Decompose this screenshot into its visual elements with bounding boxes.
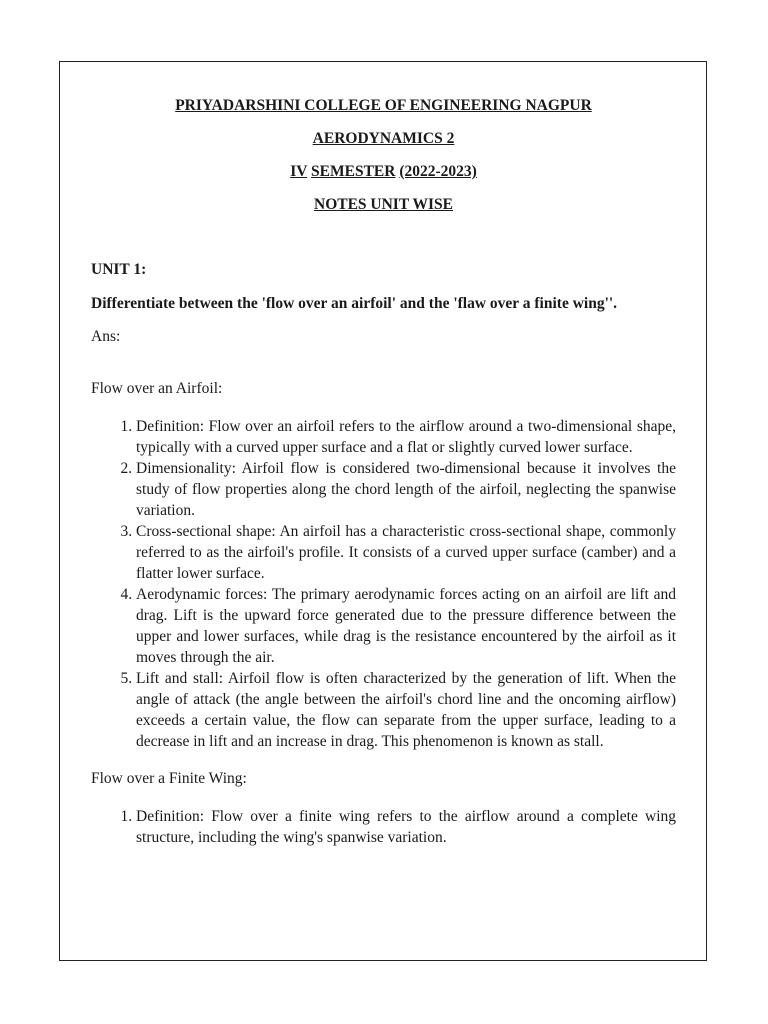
document-content [91,90,676,848]
airfoil-list [91,416,676,752]
list-item: 1. Definition: Flow over a finite wing refers to the airflow around a complete wing structure, including the wing's spanwise variation. [136,806,676,848]
list-item: 3. Cross-sectional shape: An airfoil has a characteristic cross-sectional shape, commonly referred to as the airfoil's profile. It consists of a curved upper surface (camber) and a flatter lower surface. [136,521,676,584]
question-text: Differentiate between the 'flow over an airfoil' and the 'flaw over a finite wing''. [91,295,618,312]
wing-list [91,806,676,848]
wing-section-heading: Flow over a Finite Wing: [91,770,247,787]
semester-year: (2022-2023) [399,163,477,180]
list-item: 2. Dimensionality: Airfoil flow is considered two-dimensional because it involves the study of flow properties along the chord length of the airfoil, neglecting the spanwise variation. [136,458,676,521]
notes-title: NOTES UNIT WISE [314,196,453,213]
college-name: PRIYADARSHINI COLLEGE OF ENGINEERING NAGPUR [175,97,592,114]
answer-label: Ans: [91,328,121,345]
list-item: 1. Definition: Flow over an airfoil refers to the airflow around a two-dimensional shape, typically with a curved upper surface and a flat or slightly curved lower surface. [136,416,676,458]
unit-heading: UNIT 1: [91,261,147,278]
semester-number: IV [290,163,308,180]
airfoil-section-heading: Flow over an Airfoil: [91,380,223,397]
list-item: 5. Lift and stall: Airfoil flow is often characterized by the generation of lift. When the angle of attack (the angle between the airfoil's chord line and the oncoming airflow) exceeds a certain value, the flow can separate from the upper surface, leading to a decrease in lift and an increase in drag. This phenomenon is known as stall. [136,668,676,752]
subject-title: AERODYNAMICS 2 [312,130,455,147]
list-item: 4. Aerodynamic forces: The primary aerodynamic forces acting on an airfoil are lift and drag. Lift is the upward force generated due to the pressure difference between the upper and lower surfaces, while drag is the resistance encountered by the airfoil as it moves through the air. [136,584,676,668]
semester-word: SEMESTER [311,163,396,180]
semester-line [91,162,676,182]
page-border [59,61,707,961]
